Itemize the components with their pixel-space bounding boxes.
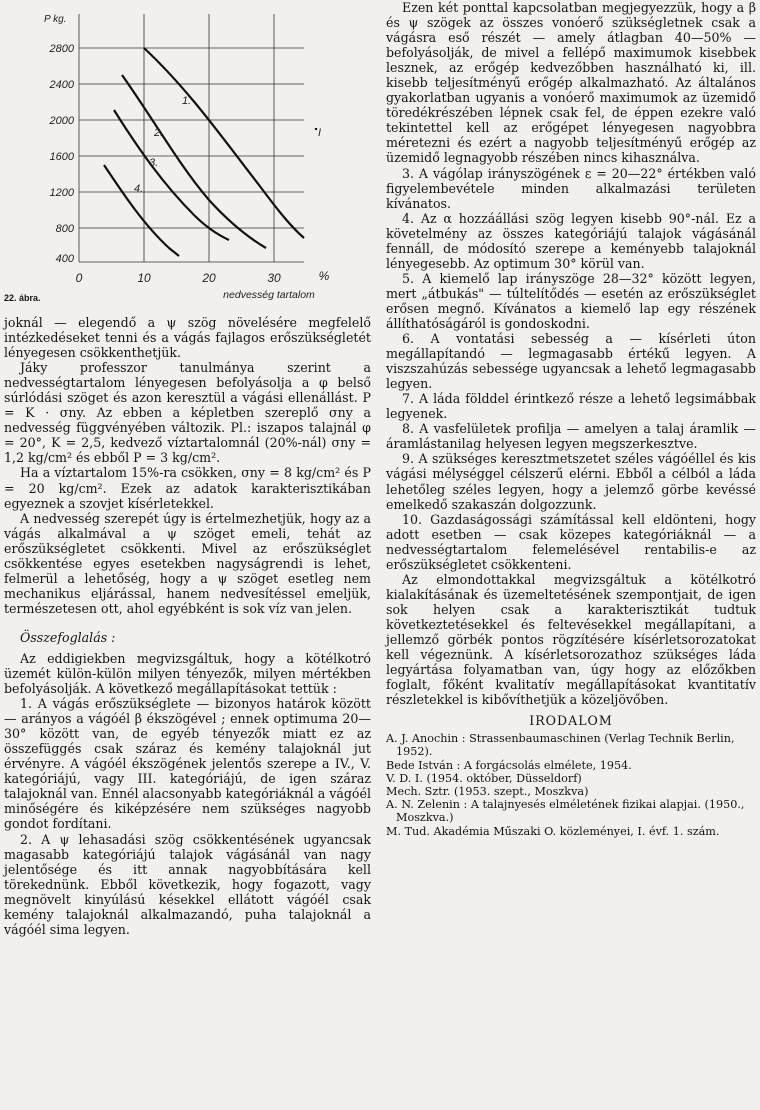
y-tick: 400: [55, 253, 74, 265]
x-tick: 30: [267, 271, 281, 285]
figure-22: [4, 0, 371, 315]
paragraph: 8. A vasfelületek profilja — amelyen a talaj áramlik — áramlástanilag helyesen legyen megszerkesztve.: [386, 421, 756, 452]
y-tick: 2000: [49, 115, 74, 127]
paragraph: 3. A vágólap irányszögének ε = 20—22° értékben való figyelembevétele minden alkalmazási területen kívánatos.: [386, 165, 756, 211]
x-axis-label: nedvesség tartalom: [223, 289, 315, 300]
paragraph: 9. A szükséges keresztmetszetet széles vágóéllel és kis vágási mélységgel célszerű elérni. Ebből a célból a láda lehetőleg széles legyen, hogy a jelemző görbe kevéssé emelkedő szakaszán dolgozzunk.: [386, 451, 756, 512]
y-tick: 1200: [49, 187, 74, 199]
right-column: [386, 0, 756, 838]
moisture-force-chart: [4, 0, 371, 300]
paragraph: Az eddigiekben megvizsgáltuk, hogy a kötélkotró üzemét külön-külön milyen tényezők, milyen mértékben befolyásolják. A következő megállapításokat tettük :: [4, 650, 371, 697]
paragraph: 4. Az α hozzáállási szög legyen kisebb 90°-nál. Ez a követelmény az összes kategóriájú talajok vágásánál fennáll, de módosító szerepe a keményebb talajoknál lényegesebb. Az optimum 30° körül van.: [386, 210, 756, 271]
y-tick: 1600: [49, 151, 74, 163]
reference-item: Mech. Sztr. (1953. szept., Moszkva): [386, 785, 589, 799]
paragraph: 5. A kiemelő lap irányszöge 28—32° között legyen, mert „átbukás" — túltelítődés — esetén az erőszükséglet erősen megnő. Kívánatos a kiemelő lap egy részének állíthatóságáról is gondoskodni.: [386, 270, 756, 331]
paragraph: 6. A vontatási sebesség a — kísérleti úton megállapítandó — legmagasabb értékű legyen. A viszszahúzás sebessége ugyancsak a lehető legmagasabb legyen.: [386, 331, 756, 392]
reference-item: M. Tud. Akadémia Műszaki O. közleményei, I. évf. 1. szám.: [386, 824, 720, 838]
curve-label-2: 2.: [154, 127, 164, 139]
y-tick: 800: [55, 223, 74, 235]
reference-item: A. J. Anochin : Strassenbaumaschinen (Verlag Technik Berlin, 1952).: [386, 732, 735, 759]
section-heading: Összefoglalás :: [20, 629, 116, 645]
references-heading: IRODALOM: [529, 713, 613, 729]
x-tick: 0: [75, 271, 83, 285]
y-axis-unit: P kg.: [44, 14, 67, 25]
paragraph: 1. A vágás erőszükséglete — bizonyos határok között — arányos a vágóél β ékszögével ; ennek optimuma 20—30° között van, de egyéb tényezők miatt ez az összefüggés csak száraz és kemény talajoknál jut érvényre. A vágóél ékszögének jelentős szerepe a IV., V. kategóriájú, vagy III. kategóriájú, de igen száraz talajoknál van. Ennél alacsonyabb kategóriáknál a vágóél minőségére és kiképzésére nem szükséges nagyobb gondot fordítani.: [4, 696, 371, 832]
curve-label-4: 4.: [134, 183, 144, 195]
y-tick-labels: [49, 43, 75, 265]
reference-item: Bede István : A forgácsolás elmélete, 1954.: [386, 758, 632, 772]
paragraph: 7. A láda földdel érintkező része a lehető legsimábbak legyenek.: [386, 391, 756, 422]
paragraph: Az elmondottakkal megvizsgáltuk a kötélkotró kialakításának és üzemeltetésének szempontjait, de igen sok helyen csak a karakterisztikát tudtuk következtetésekkel és feltevésekkel megállapítani, a jellemző görbék pontos rögzítésére kísérletsorozatokat kell végeznünk. A kísérletsorozathoz szükséges láda legyártása folyamatban van, úgy hogy az előzőkben foglalt, főként kvalitatív megállapításokat kvantitatív részletekkel is kibővíthetjük a közeljövőben.: [386, 571, 756, 708]
curve-3: [114, 110, 229, 240]
chart-grid: [79, 14, 304, 262]
paragraph: 2. A ψ lehasadási szög csökkentésének ugyancsak magasabb kategóriájú talajok vágásánál van nagy jelentősége és itt annak nagyobbítására kell törekednünk. Ebből következik, hogy fogazott, vagy megnövelt kinyúlású késekkel ellátott vágóél csak kemény talajoknál alkalmazandó, puha talajoknál a vágóél sima legyen.: [4, 831, 371, 937]
curve-label-I: I: [318, 127, 322, 139]
y-tick: 2800: [49, 43, 74, 55]
reference-item: A. N. Zelenin : A talajnyesés elméletének fizikai alapjai. (1950., Moszkva.): [386, 798, 745, 825]
paragraph: joknál — elegendő a ψ szög növelésére megfelelő intézkedéseket tenni és a vágás fajlagos erőszükségletét lényegesen csökkenthetjük.: [4, 315, 371, 361]
x-tick: 20: [202, 271, 216, 285]
chart-curves: [104, 48, 316, 256]
paragraph: Ha a víztartalom 15%-ra csökken, σny = 8 kg/cm² és P = 20 kg/cm². Ezek az adatok karakterisztikában egyeznek a szovjet kísérletekkel.: [4, 465, 371, 511]
paragraph: Jáky professzor tanulmánya szerint a nedvességtartalom lényegesen befolyásolja a φ belső súrlódási szöget és azon keresztül a vágási ellenállást. P = K · σny. Az ebben a képletben szereplő σny a nedvesség függvényében változik. Pl.: iszapos talajnál φ = 20°, K = 2,5, kedvező víztartalomnál (20%-nál) σny = 1,2 kg/cm² és ebből P = 3 kg/cm².: [4, 360, 371, 466]
curve-4: [104, 165, 179, 256]
x-tick-labels: [76, 269, 330, 285]
figure-caption: 22. ábra.: [4, 293, 41, 303]
y-tick: 2400: [49, 79, 74, 91]
left-column: [4, 0, 371, 937]
x-tick: 10: [137, 271, 151, 285]
paragraph: Ezen két ponttal kapcsolatban megjegyezzük, hogy a β és ψ szögek az összes vonóerő szükségletnek csak a vágásra eső részét — amely átlagban 40—50% — befolyásolják, de mivel a fellépő maximumok kisebbek lesznek, az erőgép kedvezőbben használható ki, ill. kisebb teljesítményű erőgép alkalmazható. Az általános gyakorlatban ugyanis a vonóerő maximumok az üzemidő töredékrészében lépnek csak fel, de éppen ezekre való tekintettel kell az erőgépet lényegesen nagyobbra méretezni és ezért a nagyobb teljesítményű erőgép az üzemidő legnagyobb részében nincs kihasználva.: [386, 0, 756, 166]
curve-label-3: 3.: [149, 157, 159, 169]
references-list: [386, 732, 756, 838]
curve-label-1: 1.: [182, 95, 192, 107]
reference-item: V. D. I. (1954. október, Düsseldorf): [386, 771, 582, 785]
x-tick: %: [318, 269, 330, 283]
paragraph: A nedvesség szerepét úgy is értelmezhetjük, hogy az a vágás alkalmával a ψ szöget emeli, tehát az erőszükségletet csökkenti. Mivel az erőszükséglet csökkentése egyes esetekben nagyságrendi is lehet, felmerül a lehetőség, hogy a ψ szöget esetleg nem mechanikus eljárással, hanem nedvesítéssel emeljük, természetesen ott, ahol egyébként is sok víz van jelen.: [4, 510, 371, 616]
paragraph: 10. Gazdaságossági számítással kell eldönteni, hogy adott esetben — csak közepes kategóriáknál — a nedvességtartalom felemelésével rentabilis-e az erőszükségletet csökkenteni.: [386, 511, 756, 572]
